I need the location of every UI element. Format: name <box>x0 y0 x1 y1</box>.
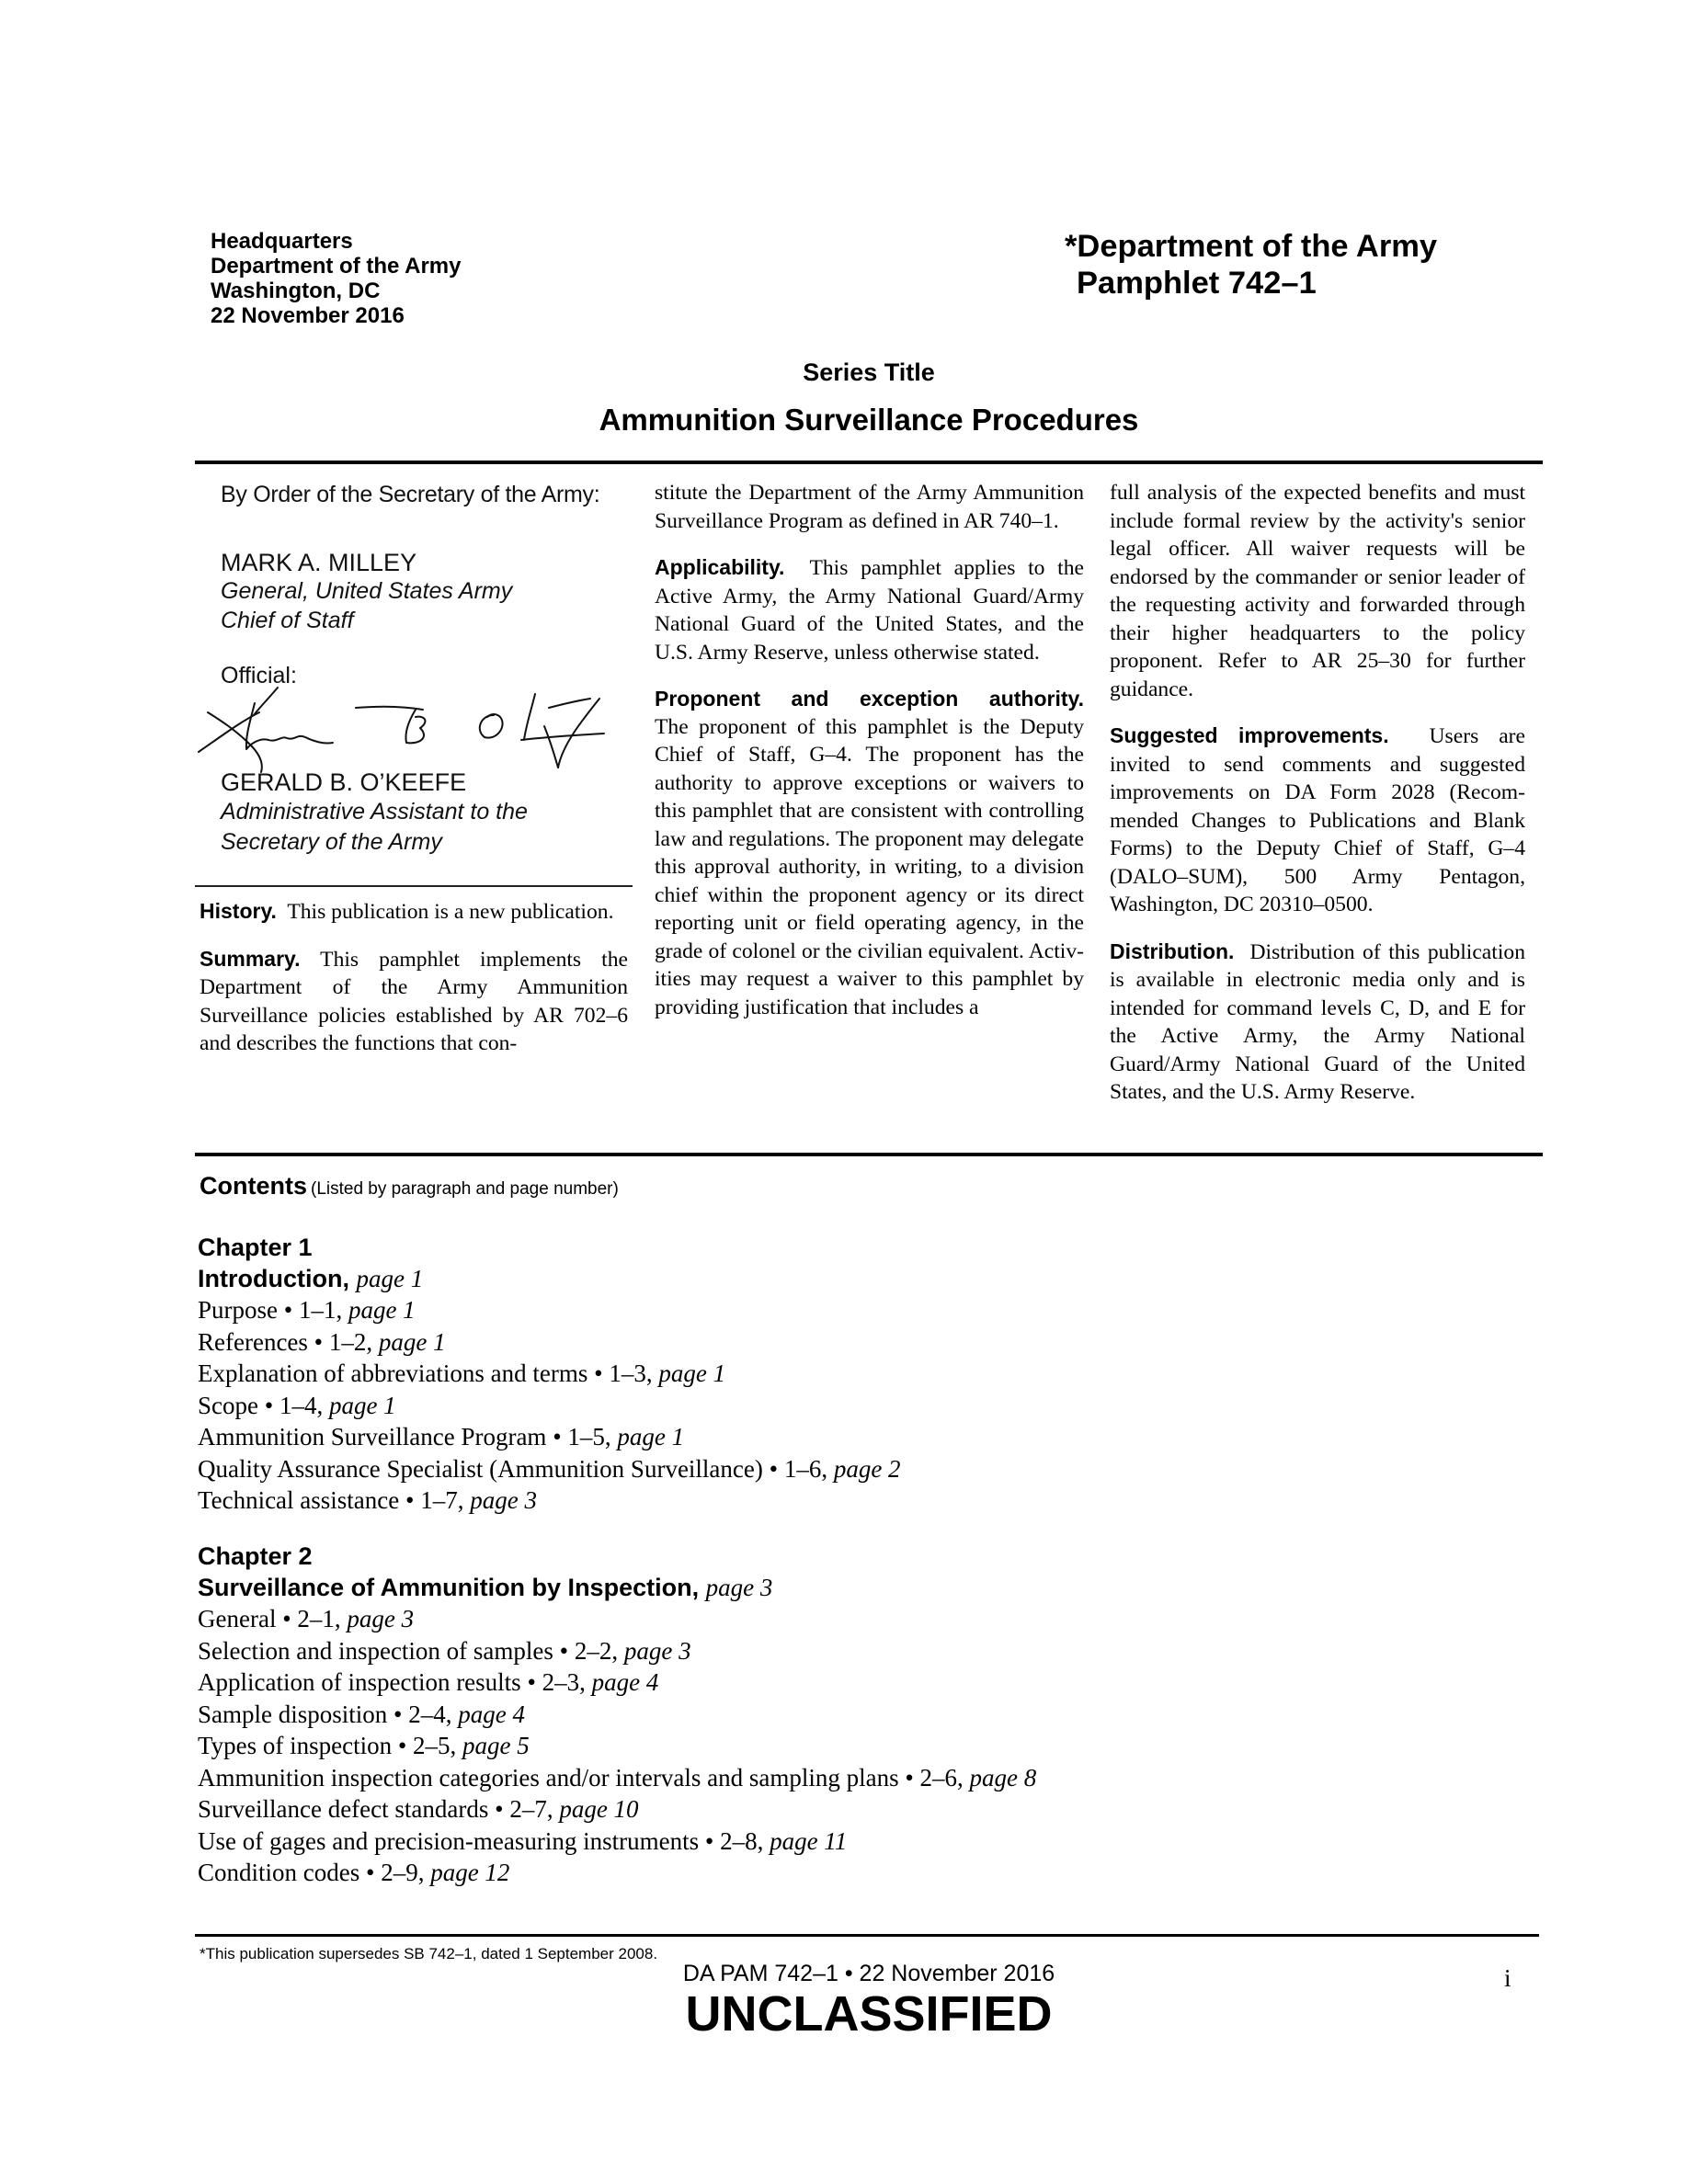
by-order-line: By Order of the Secretary of the Army: <box>221 482 600 507</box>
toc-entry-title: Technical assistance <box>198 1486 400 1514</box>
signer1-title: Chief of Staff <box>221 608 354 633</box>
chapter-title[interactable] <box>198 1263 1485 1294</box>
toc-entry-title: Condition codes <box>198 1859 360 1886</box>
toc-entry[interactable] <box>198 1421 1485 1453</box>
contents-title: Contents <box>200 1172 307 1200</box>
toc-entry-title: Scope <box>198 1391 258 1419</box>
toc-entry[interactable] <box>198 1390 1485 1422</box>
document-title-line1: *Department of the Army <box>1065 229 1438 264</box>
toc-entry-page: page 2 <box>833 1454 901 1483</box>
toc-entry-paragraph: 2–3, <box>542 1668 586 1696</box>
toc-entry-title: Use of gages and precision-measuring instruments <box>198 1826 700 1855</box>
toc-bullet: • <box>283 1296 293 1324</box>
suggested-improvements-section <box>1110 722 1525 919</box>
chapter-title[interactable] <box>198 1572 1485 1603</box>
suggested-improvements-heading: Suggested improvements. <box>1110 723 1389 747</box>
chapter-title-text: Introduction, <box>198 1265 349 1292</box>
middle-column <box>655 479 1084 1021</box>
document-title <box>1065 228 1437 301</box>
footer-divider <box>195 1934 1539 1937</box>
toc-entry-page: page 3 <box>347 1605 415 1632</box>
toc-bullet: • <box>495 1795 504 1823</box>
toc-chapter-1 <box>198 1232 1485 1517</box>
toc-entry-page: page 1 <box>378 1327 446 1356</box>
proponent-section <box>655 685 1084 1021</box>
toc-entry-paragraph: 1–7, <box>420 1486 464 1514</box>
toc-entry[interactable] <box>198 1666 1485 1699</box>
classification-marking: UNCLASSIFIED <box>685 1986 1053 2042</box>
distribution-heading: Distribution. <box>1110 938 1235 963</box>
issuer-line: Department of the Army <box>211 254 462 279</box>
toc-entry-page: page 1 <box>617 1423 685 1450</box>
toc-entry-title: Types of inspection <box>198 1732 393 1759</box>
toc-entry[interactable] <box>198 1453 1485 1485</box>
toc-entry[interactable] <box>198 1635 1485 1667</box>
toc-entry[interactable] <box>198 1358 1485 1390</box>
toc-bullet: • <box>366 1859 375 1886</box>
toc-entry-paragraph: 1–1, <box>298 1296 343 1324</box>
toc-entry[interactable] <box>198 1484 1485 1517</box>
distribution-text: Distribution of this publication is available in electronic media only and is intended for command levels C, D, and E for the Active Army, the Army National Guard/Army National Guard of the United States, and the U.S. Army Reserve. <box>1110 939 1525 1104</box>
proponent-continued: full analysis of the expected benefits and must include formal review by the activity's senior legal officer. All waiver requests will be endorsed by the commander or senior leader of the requesting activity and forwarded through their higher headquarters to the policy proponent. Refer to AR 25–30 for further guidance. <box>1110 481 1525 701</box>
toc-entry-page: page 12 <box>430 1859 510 1886</box>
signer2-title-line1: Administrative Assistant to the <box>221 799 528 825</box>
left-column <box>200 897 628 1076</box>
toc-entry-paragraph: 2–7, <box>509 1795 553 1823</box>
toc-entry-paragraph: 1–6, <box>783 1454 828 1483</box>
signer1-rank: General, United States Army <box>221 578 513 604</box>
toc-entry-title: Explanation of abbreviations and terms <box>198 1359 588 1387</box>
applicability-section <box>655 553 1084 666</box>
toc-bullet: • <box>264 1391 274 1419</box>
toc-entry-page: page 11 <box>770 1826 848 1855</box>
toc-entry-paragraph: 2–2, <box>574 1636 619 1665</box>
toc-entry-page: page 4 <box>458 1700 525 1728</box>
toc-entry[interactable] <box>198 1762 1485 1794</box>
toc-entry-title: General <box>198 1605 277 1632</box>
toc-entry-page: page 3 <box>470 1486 537 1514</box>
history-section <box>200 897 628 927</box>
toc-entry[interactable] <box>198 1326 1485 1359</box>
toc-entry[interactable] <box>198 1294 1485 1326</box>
toc-bullet: • <box>527 1668 536 1696</box>
summary-heading: Summary. <box>200 946 301 971</box>
toc-entry-paragraph: 2–5, <box>413 1732 457 1759</box>
toc-entry-title: References <box>198 1327 308 1356</box>
toc-entry[interactable] <box>198 1699 1485 1731</box>
toc-bullet: • <box>559 1636 569 1665</box>
right-column <box>1110 479 1525 1125</box>
toc-entry[interactable] <box>198 1857 1485 1889</box>
toc-bullet: • <box>553 1423 562 1450</box>
footer-document-id: DA PAM 742–1 • 22 November 2016 <box>682 1961 1055 1986</box>
issue-date: 22 November 2016 <box>211 303 405 328</box>
toc-entry-title: Selection and inspection of samples <box>198 1636 553 1665</box>
toc-bullet: • <box>405 1486 415 1514</box>
proponent-text-part1: The proponent of this pamphlet is the Deputy Chief of Staff, G–4. The proponent has the authority to approve exceptions or waivers to this pamphlet that are consistent with controlling law and regulations. The proponent may delegate this approval authority, in writing, to a division chief within the proponent agency or its direct reporting unit or field operating agency, in the grade of colonel or the civilian equivalent. Activities may request a waiver to this pamphlet by providing justification that includes a <box>655 714 1084 1019</box>
toc-entry-page: page 5 <box>462 1732 530 1759</box>
summary-continued: stitute the Department of the Army Ammunition Surveillance Program as defined in AR 740–1. <box>655 481 1084 533</box>
toc-bullet: • <box>282 1605 291 1632</box>
toc-entry-paragraph: 1–2, <box>328 1327 373 1356</box>
toc-entry-paragraph: 2–1, <box>297 1605 341 1632</box>
toc-entry-title: Sample disposition <box>198 1700 388 1728</box>
toc-entry-page: page 1 <box>328 1391 396 1419</box>
toc-entry-paragraph: 2–9, <box>381 1859 425 1886</box>
toc-entry[interactable] <box>198 1826 1485 1858</box>
series-label: Series Title <box>803 358 935 386</box>
toc-bullet: • <box>594 1359 603 1387</box>
toc-entry-title: Quality Assurance Specialist (Ammunition Surveillance) <box>198 1454 763 1483</box>
toc-entry-page: page 10 <box>559 1795 639 1823</box>
toc-chapter-2 <box>198 1541 1485 1889</box>
suggested-improvements-text: Users are invited to send comments and suggested improvements on DA Form 2028 (Recommended Changes to Publications and Blank Forms) to the Deputy Chief of Staff, G–4 (DALO–SUM), 500 Army Pentagon, Washington, DC 20310–0500. <box>1110 724 1525 916</box>
toc-entry-page: page 4 <box>591 1668 659 1696</box>
summary-section <box>200 945 628 1058</box>
signer2-title-line2: Secretary of the Army <box>221 829 442 855</box>
toc-bullet: • <box>704 1826 714 1855</box>
page-number: i <box>1504 1964 1511 1992</box>
top-divider <box>195 461 1543 464</box>
toc-bullet: • <box>393 1700 403 1728</box>
history-text: This publication is a new publication. <box>287 900 614 924</box>
distribution-section <box>1110 938 1525 1107</box>
toc-entry[interactable] <box>198 1793 1485 1826</box>
contents-divider <box>195 1153 1543 1156</box>
toc-entry-title: Application of inspection results <box>198 1668 521 1696</box>
toc-entry-paragraph: 2–4, <box>408 1700 452 1728</box>
official-label: Official: <box>221 663 297 688</box>
toc-entry-page: page 1 <box>658 1359 726 1387</box>
issuer-line: Headquarters <box>211 229 353 254</box>
toc-entry-paragraph: 1–4, <box>279 1391 324 1419</box>
issuer-block <box>211 229 461 328</box>
signature-divider <box>195 885 633 887</box>
toc-entry-title: Ammunition inspection categories and/or intervals and sampling plans <box>198 1763 899 1792</box>
chapter-title-text: Surveillance of Ammunition by Inspection, <box>198 1574 700 1601</box>
document-title-line2: Pamphlet 742–1 <box>1077 266 1317 301</box>
toc-entry-paragraph: 2–8, <box>720 1826 764 1855</box>
proponent-heading: Proponent and exception authority. <box>655 687 1084 711</box>
toc-entry-title: Ammunition Surveillance Program <box>198 1423 547 1450</box>
toc-entry-paragraph: 2–6, <box>919 1763 964 1792</box>
contents-subtitle: (Listed by paragraph and page number) <box>311 1179 619 1199</box>
toc-entry-title: Purpose <box>198 1296 278 1324</box>
summary-text-part1: This pamphlet implements the Department of the Army Ammunition Surveillance policies established by AR 702–6 and describes the functions that con- <box>200 947 628 1055</box>
chapter-page-ref: page 3 <box>705 1574 773 1601</box>
toc-entry-page: page 3 <box>623 1636 691 1665</box>
chapter-page-ref: page 1 <box>356 1265 424 1292</box>
handwritten-signature-icon <box>195 680 618 781</box>
applicability-text: This pamphlet applies to the Active Army, the Army National Guard/Army National Guard of the United States, and the U.S. Army Reserve, unless otherwise stated. <box>655 556 1085 665</box>
contents-heading <box>200 1172 619 1200</box>
toc-entry[interactable] <box>198 1603 1485 1635</box>
toc-entry-paragraph: 1–5, <box>567 1423 611 1450</box>
main-title: Ammunition Surveillance Procedures <box>599 403 1139 437</box>
applicability-heading: Applicability. <box>655 555 785 579</box>
signer2-name: GERALD B. O’KEEFE <box>221 768 467 796</box>
toc-entry-page: page 1 <box>348 1296 416 1324</box>
chapter-label: Chapter 1 <box>198 1234 313 1261</box>
toc-bullet: • <box>397 1732 407 1759</box>
supersession-note: *This publication supersedes SB 742–1, dated 1 September 2008. <box>200 1945 658 1962</box>
issuer-line: Washington, DC <box>211 279 381 303</box>
history-heading: History. <box>200 899 277 923</box>
toc-bullet: • <box>905 1763 914 1792</box>
toc-bullet: • <box>314 1327 324 1356</box>
toc-bullet: • <box>769 1454 779 1483</box>
toc-entry-title: Surveillance defect standards <box>198 1795 489 1823</box>
toc-entry-page: page 8 <box>969 1763 1037 1792</box>
signer1-name: MARK A. MILLEY <box>221 549 417 576</box>
toc-entry[interactable] <box>198 1730 1485 1762</box>
toc-entry-paragraph: 1–3, <box>609 1359 653 1387</box>
chapter-label: Chapter 2 <box>198 1542 313 1570</box>
